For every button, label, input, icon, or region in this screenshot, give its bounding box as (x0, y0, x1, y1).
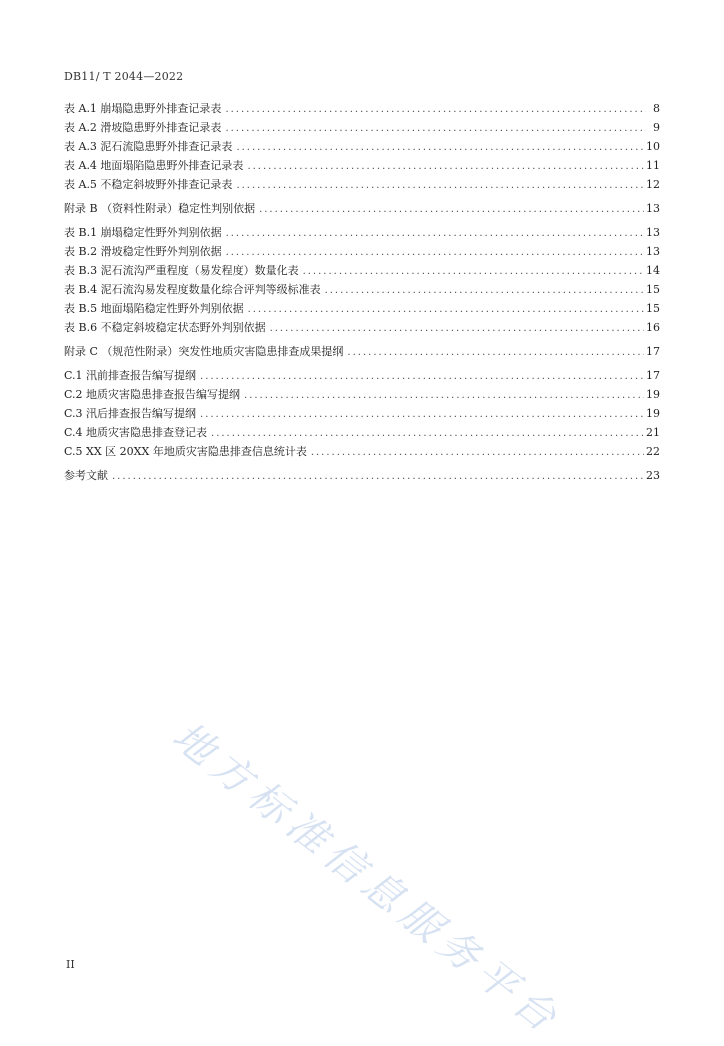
toc-entry-c5[interactable] (64, 442, 660, 461)
toc-entry-title: 附录 B （资料性附录）稳定性判别依据 (64, 202, 256, 215)
toc-entry-title: 表 B.5 地面塌陷稳定性野外判别依据 (64, 302, 244, 315)
toc-entry-page: 22 (646, 445, 660, 458)
toc-entry-title: 表 A.4 地面塌陷隐患野外排查记录表 (64, 159, 244, 172)
watermark-text: 地方标准信息服务平台 (163, 713, 571, 1045)
toc-entry-title: C.2 地质灾害隐患排查报告编写提纲 (64, 388, 241, 401)
toc-entry-title: C.1 汛前排查报告编写提纲 (64, 369, 197, 382)
toc-entry-appendix-c[interactable] (64, 342, 660, 361)
toc-entry-title: 附录 C （规范性附录）突发性地质灾害隐患排查成果提纲 (64, 345, 344, 358)
toc-entry-title: C.4 地质灾害隐患排查登记表 (64, 426, 208, 439)
toc-entry-title: 表 B.6 不稳定斜坡稳定状态野外判别依据 (64, 321, 266, 334)
toc-entry-c3[interactable] (64, 404, 660, 423)
toc-dot-leader (236, 138, 644, 157)
toc-entry-page: 11 (646, 159, 660, 172)
toc-entry-title: 表 A.5 不稳定斜坡野外排查记录表 (64, 178, 233, 191)
toc-entry-c1[interactable] (64, 366, 660, 385)
toc-entry-table-a5[interactable] (64, 175, 660, 194)
toc-dot-leader (244, 386, 644, 405)
toc-entry-page: 19 (646, 388, 660, 401)
toc-dot-leader (247, 157, 644, 176)
toc-dot-leader (225, 119, 646, 138)
toc-entry-page: 17 (646, 369, 660, 382)
toc-entry-table-a1[interactable] (64, 99, 660, 118)
toc-entry-page: 23 (646, 469, 660, 482)
toc-entry-page: 13 (646, 202, 660, 215)
toc-dot-leader (200, 367, 644, 386)
toc-entry-table-a2[interactable] (64, 118, 660, 137)
toc-entry-page: 17 (646, 345, 660, 358)
toc-entry-title: 表 B.1 崩塌稳定性野外判别依据 (64, 226, 222, 239)
toc-entry-table-b2[interactable] (64, 242, 660, 261)
toc-entry-title: 表 A.1 崩塌隐患野外排查记录表 (64, 102, 222, 115)
toc-entry-table-a4[interactable] (64, 156, 660, 175)
toc-dot-leader (311, 443, 644, 462)
toc-entry-page: 16 (646, 321, 660, 334)
toc-dot-leader (303, 262, 644, 281)
toc-entry-page: 21 (646, 426, 660, 439)
toc-dot-leader (347, 343, 644, 362)
toc-dot-leader (226, 243, 644, 262)
toc-entry-page: 15 (646, 283, 660, 296)
toc-entry-page: 10 (646, 140, 660, 153)
toc-dot-leader (248, 300, 644, 319)
toc-entry-page: 9 (653, 121, 660, 134)
toc-entry-table-b3[interactable] (64, 261, 660, 280)
toc-entry-page: 13 (646, 226, 660, 239)
toc-dot-leader (270, 319, 644, 338)
toc-dot-leader (225, 100, 646, 119)
toc-dot-leader (236, 176, 644, 195)
toc-entry-title: 表 B.3 泥石流沟严重程度（易发程度）数量化表 (64, 264, 299, 277)
toc-entry-table-b6[interactable] (64, 318, 660, 337)
table-of-contents (64, 99, 660, 485)
document-code-header: DB11/ T 2044—2022 (64, 70, 184, 83)
toc-dot-leader (259, 200, 644, 219)
toc-entry-title: 表 B.4 泥石流沟易发程度数量化综合评判等级标准表 (64, 283, 321, 296)
toc-dot-leader (112, 467, 644, 486)
toc-entry-title: 表 B.2 滑坡稳定性野外判别依据 (64, 245, 222, 258)
toc-entry-page: 14 (646, 264, 660, 277)
toc-dot-leader (211, 424, 644, 443)
toc-entry-page: 12 (646, 178, 660, 191)
toc-dot-leader (200, 405, 644, 424)
toc-entry-title: C.5 XX 区 20XX 年地质灾害隐患排查信息统计表 (64, 445, 307, 458)
toc-dot-leader (226, 224, 644, 243)
toc-entry-table-b4[interactable] (64, 280, 660, 299)
toc-entry-references[interactable] (64, 466, 660, 485)
toc-dot-leader (325, 281, 644, 300)
toc-entry-page: 13 (646, 245, 660, 258)
toc-entry-c2[interactable] (64, 385, 660, 404)
toc-entry-title: 参考文献 (64, 469, 108, 482)
toc-entry-title: C.3 汛后排查报告编写提纲 (64, 407, 197, 420)
toc-entry-title: 表 A.2 滑坡隐患野外排查记录表 (64, 121, 222, 134)
toc-entry-page: 8 (653, 102, 660, 115)
toc-entry-table-b1[interactable] (64, 223, 660, 242)
toc-entry-page: 15 (646, 302, 660, 315)
toc-entry-title: 表 A.3 泥石流隐患野外排查记录表 (64, 140, 233, 153)
page-number: II (66, 958, 75, 971)
toc-entry-c4[interactable] (64, 423, 660, 442)
toc-entry-table-a3[interactable] (64, 137, 660, 156)
toc-entry-page: 19 (646, 407, 660, 420)
toc-entry-appendix-b[interactable] (64, 199, 660, 218)
toc-entry-table-b5[interactable] (64, 299, 660, 318)
